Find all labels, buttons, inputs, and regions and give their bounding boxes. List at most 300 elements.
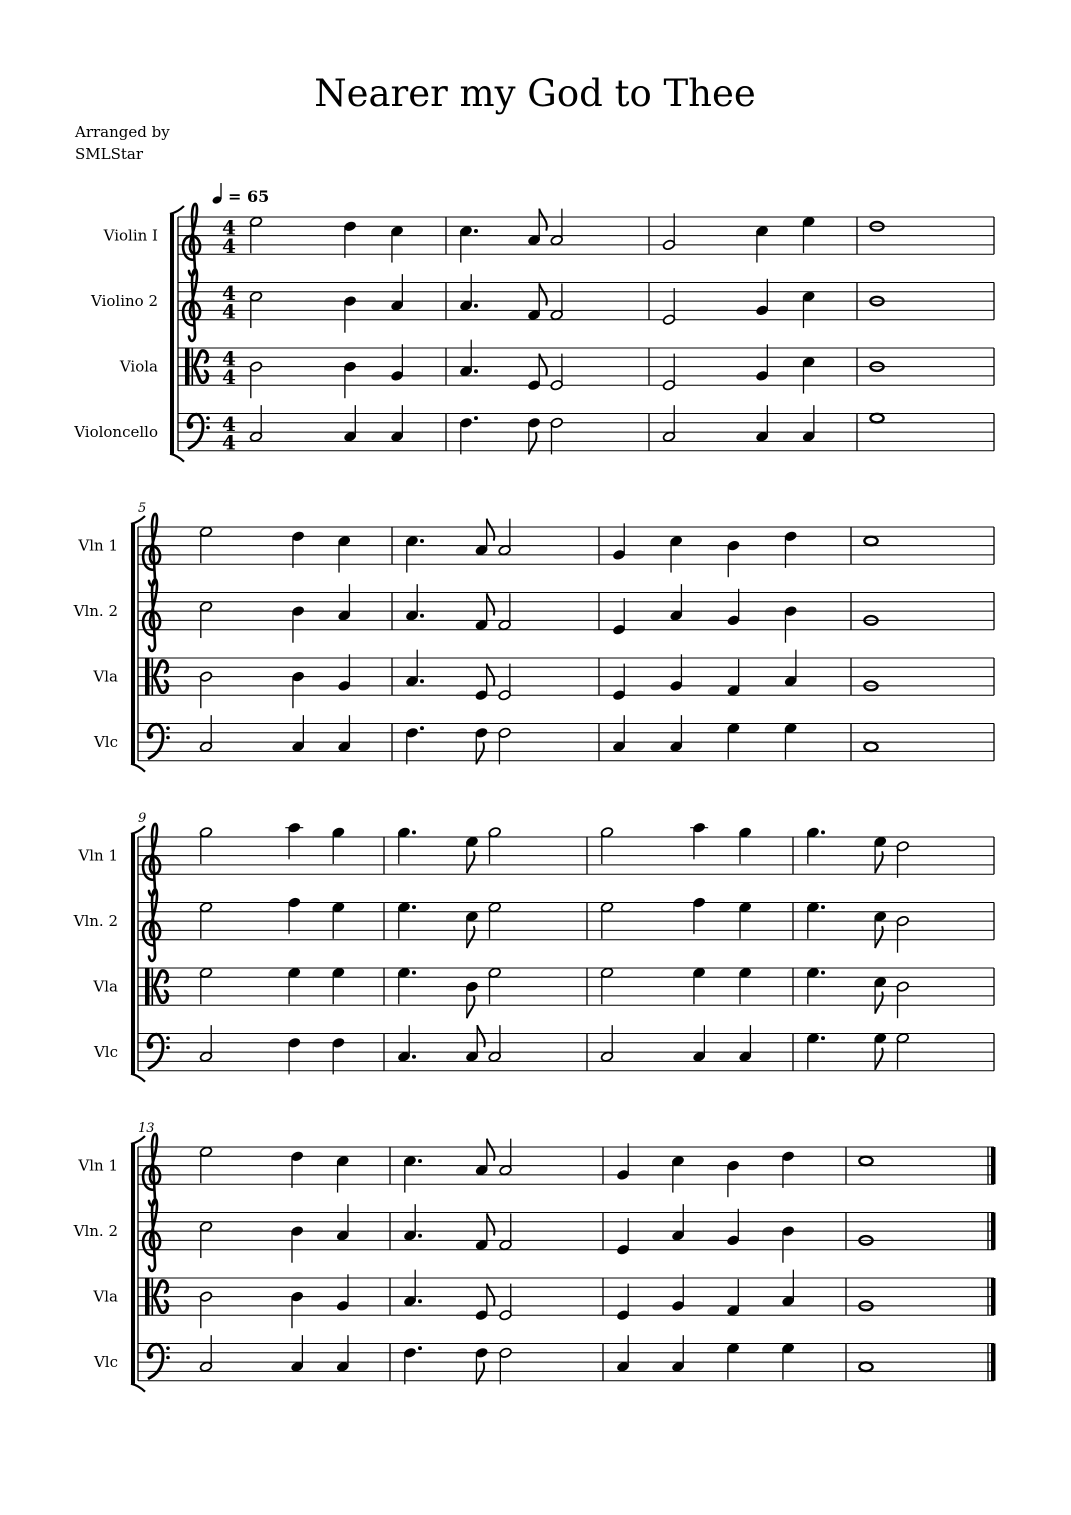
note [488, 967, 501, 1004]
note [475, 1139, 495, 1176]
note [874, 976, 887, 1013]
measure-number: 9 [138, 811, 147, 826]
note [498, 664, 511, 701]
time-signature-bottom: 4 [222, 299, 236, 324]
note [550, 417, 563, 454]
bracket-hook-bottom [131, 1074, 145, 1082]
alto-clef-bar-thin [192, 348, 194, 385]
bass-clef-icon [148, 724, 163, 759]
system-2 [73, 501, 994, 772]
note [249, 216, 262, 253]
eighth-flag [487, 1213, 495, 1235]
eighth-flag [875, 851, 883, 873]
note [550, 354, 563, 391]
note [874, 836, 887, 873]
bass-clef-dot [166, 736, 170, 740]
dot [418, 1159, 422, 1163]
note [459, 274, 478, 311]
eighth-flag [467, 996, 475, 1018]
alto-clef-bar [145, 968, 150, 1005]
note [199, 1291, 212, 1328]
bass-clef-dot [166, 1036, 170, 1040]
bass-clef-dot [187, 422, 194, 429]
note [249, 291, 262, 328]
instrument-label: Vln. 2 [73, 1222, 118, 1241]
staff-vln-1 [77, 1134, 994, 1206]
bass-clef-dot [206, 426, 210, 430]
instrument-label: Violino 2 [91, 292, 158, 311]
time-signature-top: 4 [222, 412, 236, 437]
bracket-hook-top [131, 826, 145, 834]
note [600, 827, 613, 864]
staff-vln-2 [73, 1199, 994, 1271]
eighth-flag [539, 209, 547, 231]
note [550, 283, 563, 320]
alto-clef-bar-thin [152, 1278, 154, 1315]
note [338, 715, 351, 752]
note [343, 221, 356, 258]
note [802, 291, 815, 328]
note [670, 715, 683, 752]
note [465, 836, 478, 873]
note [692, 897, 705, 934]
note [859, 1157, 872, 1166]
note [671, 1204, 684, 1241]
note [199, 1025, 212, 1062]
note [199, 1335, 212, 1372]
note [488, 827, 501, 864]
note [403, 1346, 422, 1384]
note [806, 827, 825, 864]
note [896, 981, 909, 1018]
note [755, 225, 768, 262]
note [475, 727, 488, 764]
bass-clef-icon [148, 1344, 163, 1379]
note [784, 531, 797, 568]
note [336, 1335, 349, 1372]
treble-clef-icon [183, 269, 200, 341]
note [498, 519, 511, 556]
note [291, 671, 304, 708]
alto-clef-bar [185, 348, 190, 385]
note [459, 225, 478, 262]
note [755, 279, 768, 316]
instrument-label: Vln. 2 [73, 912, 118, 931]
note [739, 1025, 752, 1062]
staff-vln-2 [73, 579, 994, 651]
system-bracket [131, 834, 135, 1074]
note [550, 209, 563, 246]
instrument-label: Vln. 2 [73, 602, 118, 621]
note [459, 340, 478, 377]
score-title: Nearer my God to Thee [314, 72, 756, 115]
bass-clef-dot [147, 1352, 154, 1359]
note [285, 822, 303, 859]
note [896, 841, 909, 878]
note [727, 589, 740, 626]
note [781, 1225, 794, 1262]
staff-vlc [93, 715, 994, 764]
instrument-label: Violin I [103, 226, 158, 245]
note [600, 967, 613, 1004]
note [802, 405, 815, 442]
dot [420, 679, 424, 683]
note [616, 1218, 629, 1255]
dot [412, 905, 416, 909]
eighth-flag [487, 1139, 495, 1161]
dot [474, 369, 478, 373]
note [896, 1032, 909, 1069]
treble-clef-icon [143, 514, 160, 586]
alto-clef-bar-thin [152, 968, 154, 1005]
system-bracket [131, 1144, 135, 1384]
note [600, 901, 613, 938]
note [291, 715, 304, 752]
system-3 [73, 811, 994, 1082]
note [670, 584, 683, 621]
whole-note-head [870, 414, 883, 423]
dot [474, 416, 478, 420]
note [692, 967, 705, 1004]
instrument-label: Vlc [93, 1353, 118, 1372]
dot [821, 971, 825, 975]
note [616, 1335, 629, 1372]
note [874, 1032, 887, 1069]
note [403, 1204, 422, 1241]
note [727, 540, 740, 577]
note [390, 405, 403, 442]
staff-vlc [93, 1335, 994, 1384]
note [397, 1025, 416, 1062]
note [291, 531, 304, 568]
eighth-flag [875, 1048, 883, 1070]
staff-vlc [93, 1025, 994, 1074]
note [332, 1037, 345, 1074]
instrument-label: Vlc [93, 733, 118, 752]
note [199, 827, 212, 864]
note [739, 901, 752, 938]
note [288, 1037, 301, 1074]
dot [420, 614, 424, 618]
bass-clef-dot [206, 416, 210, 420]
note [726, 1279, 739, 1316]
note [397, 901, 416, 938]
note [671, 1274, 684, 1311]
time-signature-top: 4 [222, 281, 236, 306]
time-signature-top: 4 [222, 215, 236, 240]
instrument-label: Vln 1 [78, 846, 118, 865]
alto-clef-bar [145, 1278, 150, 1315]
eighth-flag [487, 519, 495, 541]
note [870, 414, 883, 423]
dot [420, 726, 424, 730]
note [291, 605, 304, 642]
note [670, 535, 683, 572]
note [806, 967, 825, 1004]
note [781, 1270, 794, 1307]
note [332, 827, 345, 864]
system-4 [73, 1121, 996, 1392]
note [199, 715, 212, 752]
note [864, 537, 877, 546]
note [397, 967, 416, 1004]
note [403, 1270, 422, 1307]
bass-clef-dot [166, 1346, 170, 1350]
eighth-flag [467, 926, 475, 948]
system-1 [73, 204, 994, 462]
final-barline-thick [991, 1213, 996, 1250]
note [896, 915, 909, 952]
note [338, 654, 351, 691]
treble-clef-icon [143, 824, 160, 896]
bass-clef-icon [188, 414, 203, 449]
note [874, 911, 887, 948]
note [739, 967, 752, 1004]
note [288, 967, 301, 1004]
note [727, 659, 740, 696]
bracket-hook-bottom [170, 454, 184, 462]
note [288, 897, 301, 934]
note [332, 967, 345, 1004]
note [336, 1155, 349, 1192]
note [338, 584, 351, 621]
bracket-hook-bottom [131, 764, 145, 772]
note [199, 526, 212, 563]
staff-vln-2 [73, 889, 994, 961]
note [662, 354, 675, 391]
note [475, 519, 495, 556]
treble-clef-icon [143, 1199, 160, 1271]
note [527, 417, 540, 454]
alto-clef-bar [145, 658, 150, 695]
note [859, 1362, 872, 1371]
note [806, 901, 825, 938]
note [475, 1213, 495, 1250]
note [662, 405, 675, 442]
note [498, 593, 511, 630]
staff-vln-1 [103, 204, 994, 276]
dot [821, 1036, 825, 1040]
staff-vla [92, 1270, 994, 1329]
eighth-flag [875, 926, 883, 948]
dot [412, 1055, 416, 1059]
dot [821, 830, 825, 834]
measure-number: 13 [138, 1121, 155, 1136]
note [199, 901, 212, 938]
time-signature-top: 4 [222, 346, 236, 371]
final-barline-thick [991, 1278, 996, 1315]
note [781, 1342, 794, 1379]
staff-vln-2 [90, 269, 994, 341]
final-barline-thick [991, 1147, 996, 1184]
treble-clef-icon [143, 1134, 160, 1206]
note [739, 827, 752, 864]
note [488, 1025, 501, 1062]
note [726, 1342, 739, 1379]
whole-note-head [859, 1157, 872, 1166]
dot [420, 539, 424, 543]
note [600, 1025, 613, 1062]
staff-vln-1 [77, 822, 994, 895]
note [338, 535, 351, 572]
time-signature-bottom: 4 [222, 234, 236, 259]
note [405, 584, 424, 621]
whole-note-head [864, 742, 877, 751]
note [726, 1160, 739, 1197]
note [249, 361, 262, 398]
note [755, 405, 768, 442]
instrument-label: Vlc [93, 1043, 118, 1062]
note [499, 1284, 512, 1321]
note [199, 1221, 212, 1258]
note [465, 981, 478, 1018]
instrument-label: Violoncello [74, 423, 158, 442]
time-signature-bottom: 4 [222, 430, 236, 455]
note [291, 1291, 304, 1328]
note [499, 1213, 512, 1250]
treble-clef-icon [143, 579, 160, 651]
note [249, 405, 262, 442]
note [405, 535, 424, 572]
note [499, 1139, 512, 1176]
note [465, 911, 478, 948]
note [343, 361, 356, 398]
note [499, 1347, 512, 1384]
tempo-marking [211, 183, 269, 206]
time-signature-bottom: 4 [222, 365, 236, 390]
note [405, 726, 424, 764]
whole-note-head [859, 1362, 872, 1371]
instrument-label: Vln 1 [78, 536, 118, 555]
eighth-flag [539, 283, 547, 305]
note [662, 288, 675, 325]
bass-clef-dot [166, 726, 170, 730]
eighth-flag [875, 992, 883, 1014]
system-bracket [131, 524, 135, 764]
note [727, 722, 740, 759]
arranger-line-1: Arranged by [75, 123, 170, 141]
note [343, 405, 356, 442]
note [488, 901, 501, 938]
staff-vla [92, 650, 994, 709]
note [475, 1347, 488, 1384]
bass-clef-dot [147, 732, 154, 739]
instrument-label: Vln 1 [78, 1156, 118, 1175]
staff-vla [92, 967, 994, 1018]
note [291, 1225, 304, 1262]
note [755, 344, 768, 381]
note [616, 1143, 629, 1180]
alto-clef-bar-thin [152, 658, 154, 695]
note [390, 225, 403, 262]
note [671, 1335, 684, 1372]
note [332, 901, 345, 938]
note [784, 605, 797, 642]
note [527, 209, 547, 246]
note [784, 650, 797, 687]
note [199, 1146, 212, 1183]
note [405, 650, 424, 687]
bass-clef-dot [166, 1046, 170, 1050]
bracket-hook-bottom [131, 1384, 145, 1392]
instrument-label: Vla [93, 1287, 118, 1306]
note [612, 664, 625, 701]
note [690, 822, 708, 859]
eighth-flag [477, 1025, 485, 1047]
dot [412, 971, 416, 975]
note [802, 216, 815, 253]
dot [821, 905, 825, 909]
note [784, 722, 797, 759]
eighth-flag [487, 593, 495, 615]
note [459, 416, 478, 454]
note [612, 715, 625, 752]
note [662, 213, 675, 250]
instrument-label: Viola [119, 357, 158, 376]
treble-clef-icon [183, 204, 200, 276]
note [199, 671, 212, 708]
note [527, 283, 547, 320]
dot [418, 1234, 422, 1238]
note [199, 967, 212, 1004]
note [612, 523, 625, 560]
note [475, 593, 495, 630]
note [336, 1204, 349, 1241]
note [806, 1032, 825, 1069]
note [291, 1335, 304, 1372]
instrument-label: Vla [93, 667, 118, 686]
note [781, 1151, 794, 1188]
note [397, 827, 416, 864]
bracket-hook-top [170, 206, 184, 214]
note [670, 654, 683, 691]
note [692, 1025, 705, 1062]
dot [418, 1299, 422, 1303]
note [343, 295, 356, 332]
tempo-value: = 65 [228, 187, 270, 206]
note [864, 742, 877, 751]
note [390, 344, 403, 381]
bass-clef-icon [148, 1034, 163, 1069]
note [336, 1274, 349, 1311]
dot [412, 830, 416, 834]
staff-vla [119, 340, 994, 399]
note [612, 598, 625, 635]
bass-clef-dot [147, 1042, 154, 1049]
note [616, 1284, 629, 1321]
system-bracket [170, 214, 174, 454]
instrument-label: Vla [93, 977, 118, 996]
arranger-line-2: SMLStar [75, 145, 144, 163]
staff-vlc [73, 405, 994, 455]
note [671, 1155, 684, 1192]
note [291, 1151, 304, 1188]
final-barline-thick [991, 1344, 996, 1381]
note [498, 727, 511, 764]
whole-note-head [864, 537, 877, 546]
note [802, 356, 815, 393]
dot [474, 304, 478, 308]
treble-clef-icon [143, 889, 160, 961]
eighth-flag [467, 851, 475, 873]
note [403, 1155, 422, 1192]
dot [474, 229, 478, 233]
note [390, 274, 403, 311]
note [726, 1209, 739, 1246]
note [465, 1025, 485, 1062]
measure-number: 5 [138, 501, 147, 516]
bracket-hook-top [131, 516, 145, 524]
